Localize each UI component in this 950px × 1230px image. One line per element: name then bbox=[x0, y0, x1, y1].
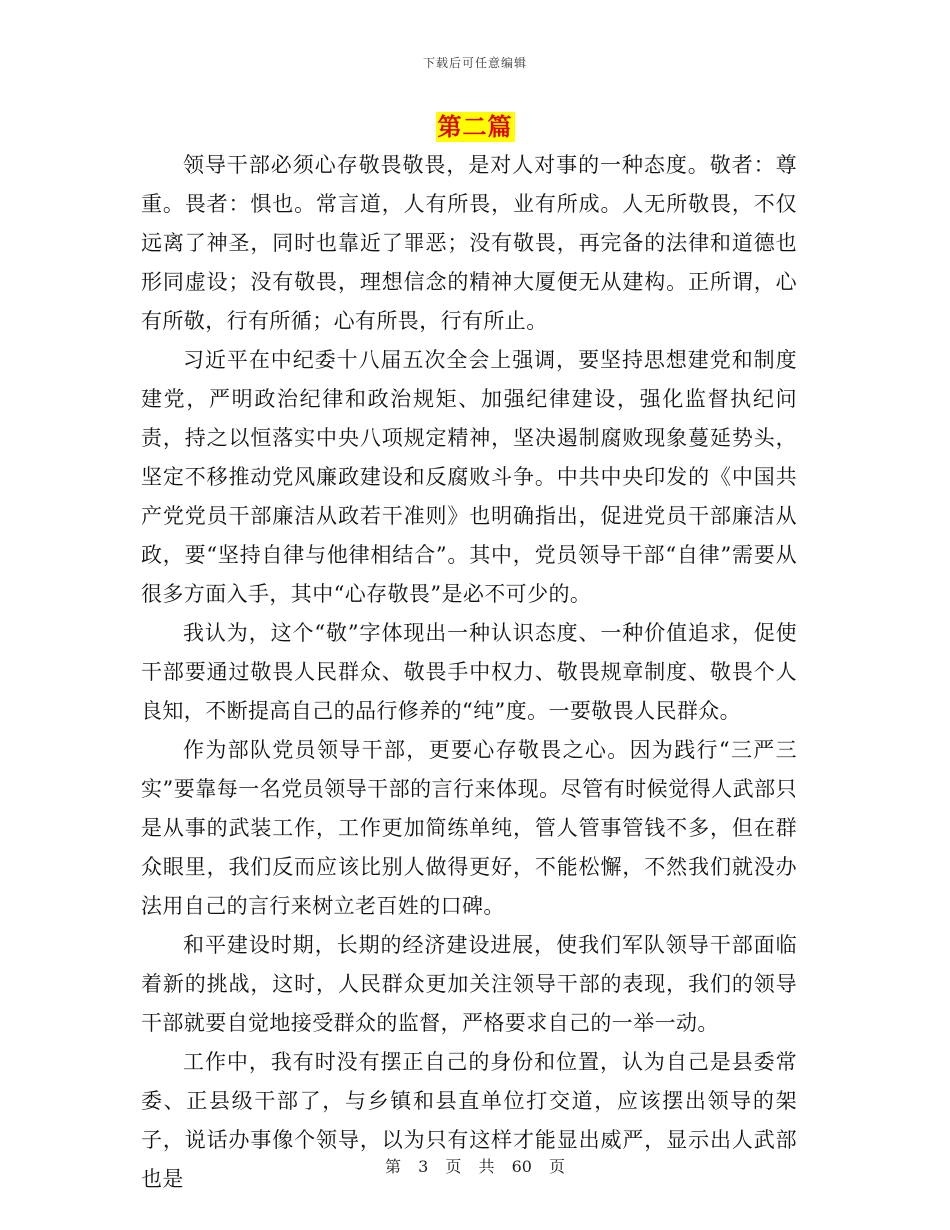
page-header-note: 下载后可任意编辑 bbox=[422, 56, 527, 70]
paragraph: 习近平在中纪委十八届五次全会上强调，要坚持思想建党和制度建党，严明政治纪律和政治规矩、加强纪律建设，强化监督执纪问责，持之以恒落实中央八项规定精神，坚决遏制腐败现象蔓延势头，坚定不移推动党风廉政建设和反腐败斗争。中共中央印发的《中国共产党党员干部廉洁从政若干准则》也明确指出，促进党员干部廉洁从政，要“坚持自律与他律相结合”。其中，党员领导干部“自律”需要从很多方面入手，其中“心存敬畏”是必不可少的。 bbox=[141, 348, 797, 606]
paragraph: 我认为，这个“敬”字体现出一种认识态度、一种价值追求，促使干部要通过敬畏人民群众、敬畏手中权力、敬畏规章制度、敬畏个人良知，不断提高自己的品行修养的“纯”度。一要敬畏人民群众。 bbox=[141, 621, 797, 723]
body-text bbox=[141, 146, 797, 1199]
total-page-count: 60 bbox=[511, 1157, 532, 1176]
title-wrap bbox=[0, 112, 950, 142]
footer-suffix: 页 bbox=[549, 1157, 566, 1176]
footer-prefix: 第 bbox=[384, 1157, 401, 1176]
paragraph: 工作中，我有时没有摆正自己的身份和位置，认为自己是县委常委、正县级干部了，与乡镇和县直单位打交道，应该摆出领导的架子，说话办事像个领导，以为只有这样才能显出威严，显示出人武部也是 bbox=[141, 1050, 797, 1191]
paragraph: 领导干部必须心存敬畏敬畏，是对人对事的一种态度。敬者：尊重。畏者：惧也。常言道，人有所畏，业有所成。人无所敬畏，不仅远离了神圣，同时也靠近了罪恶；没有敬畏，再完备的法律和道德也形同虚设；没有敬畏，理想信念的精神大厦便无从建构。正所谓，心有所敬，行有所循；心有所畏，行有所止。 bbox=[141, 153, 797, 333]
section-title: 第二篇 bbox=[437, 112, 513, 141]
page-footer bbox=[0, 1154, 950, 1177]
footer-total-word: 共 bbox=[478, 1157, 495, 1176]
paragraph: 作为部队党员领导干部，更要心存敬畏之心。因为践行“三严三实”要靠每一名党员领导干部的言行来体现。尽管有时候觉得人武部只是从事的武装工作，工作更加简练单纯，管人管事管钱不多，但在群众眼里，我们反而应该比别人做得更好，不能松懈，不然我们就没办法用自己的言行来树立老百姓的口碑。 bbox=[141, 738, 797, 918]
footer-page-word: 页 bbox=[445, 1157, 462, 1176]
paragraph: 和平建设时期，长期的经济建设进展，使我们军队领导干部面临着新的挑战，这时，人民群众更加关注领导干部的表现，我们的领导干部就要自觉地接受群众的监督，严格要求自己的一举一动。 bbox=[141, 933, 797, 1035]
current-page-number: 3 bbox=[418, 1157, 429, 1176]
